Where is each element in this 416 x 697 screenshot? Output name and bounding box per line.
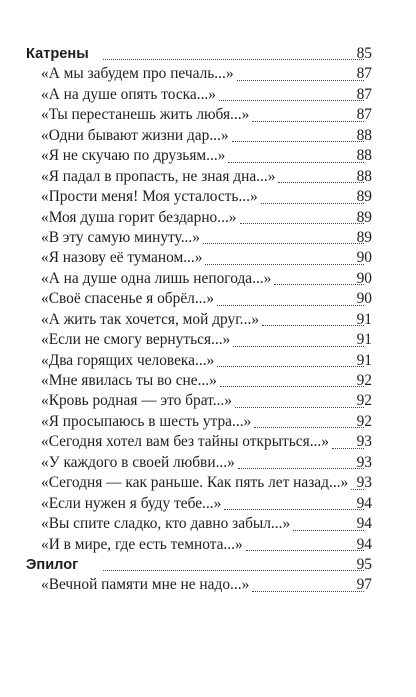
table-of-contents <box>0 44 416 596</box>
page-number: 94 <box>356 535 372 553</box>
poem-title: «Вы спите сладко, кто давно забыл...» <box>41 515 291 533</box>
page-number: 94 <box>356 494 372 512</box>
dot-leader <box>103 569 364 571</box>
poem-title: «Два горящих человека...» <box>41 351 215 369</box>
poem-title: «Если нужен я буду тебе...» <box>41 494 222 512</box>
page-number: 89 <box>356 208 372 226</box>
toc-poem-entry <box>0 432 416 452</box>
page-number: 95 <box>356 555 372 573</box>
page-number: 92 <box>356 372 372 389</box>
dot-leader <box>103 58 364 60</box>
toc-poem-entry <box>0 453 416 473</box>
section-title: Катрены <box>26 46 89 62</box>
page-number: 85 <box>356 45 372 62</box>
toc-poem-entry <box>0 535 416 555</box>
page-number: 90 <box>356 290 372 308</box>
toc-poem-entry <box>0 473 416 493</box>
page-number: 93 <box>356 433 372 451</box>
page-number: 92 <box>356 412 372 430</box>
toc-poem-entry <box>0 412 416 432</box>
poem-title: «Сегодня — как раньше. Как пять лет назад...» <box>41 474 349 492</box>
toc-poem-entry <box>0 105 416 125</box>
toc-poem-entry <box>0 310 416 330</box>
toc-poem-entry <box>0 228 416 248</box>
poem-title: «Моя душа горит бездарно...» <box>41 208 237 226</box>
poem-title: «Ты перестанешь жить любя...» <box>41 106 250 124</box>
page-number: 87 <box>356 65 372 83</box>
poem-title: «У каждого в своей любви...» <box>41 453 235 471</box>
section-title: Эпилог <box>26 556 79 573</box>
toc-poem-entry <box>0 391 416 411</box>
poem-title: «Одни бывают жизни дар...» <box>41 126 229 144</box>
poem-title: «Кровь родная — это брат...» <box>41 392 232 410</box>
poem-title: «Мне явилась ты во сне...» <box>41 372 217 389</box>
poem-title: «Вечной памяти мне не надо...» <box>41 576 250 594</box>
toc-poem-entry <box>0 371 416 391</box>
page-number: 93 <box>356 453 372 471</box>
toc-poem-entry <box>0 269 416 289</box>
page-number: 91 <box>356 331 372 349</box>
page-number: 89 <box>356 228 372 246</box>
toc-poem-entry <box>0 289 416 309</box>
toc-poem-entry <box>0 514 416 534</box>
page-number: 89 <box>356 188 372 206</box>
poem-title: «А мы забудем про печаль...» <box>41 65 234 83</box>
page-number: 87 <box>356 106 372 124</box>
toc-poem-entry <box>0 208 416 228</box>
toc-poem-entry <box>0 494 416 514</box>
page-number: 93 <box>356 474 372 492</box>
page-number: 88 <box>356 167 372 185</box>
poem-title: «Сегодня хотел вам без тайны открыться...» <box>41 433 329 451</box>
poem-title: «Я падал в пропасть, не зная дна...» <box>41 167 276 185</box>
toc-poem-entry <box>0 575 416 595</box>
page-number: 87 <box>356 85 372 103</box>
toc-poem-entry <box>0 167 416 187</box>
poem-title: «А на душе одна лишь непогода...» <box>41 269 272 287</box>
page-number: 94 <box>356 515 372 533</box>
page-number: 90 <box>356 249 372 267</box>
page-number: 92 <box>356 392 372 410</box>
poem-title: «Я не скучаю по друзьям...» <box>41 147 226 165</box>
page-number: 90 <box>356 269 372 287</box>
page-number: 91 <box>356 310 372 328</box>
poem-title: «В эту самую минуту...» <box>41 228 200 246</box>
poem-title: «Я просыпаюсь в шесть утра...» <box>41 412 252 430</box>
toc-poem-entry <box>0 126 416 146</box>
poem-title: «А на душе опять тоска...» <box>41 85 216 103</box>
page-number: 88 <box>356 147 372 165</box>
toc-section-entry <box>0 44 416 64</box>
toc-poem-entry <box>0 85 416 105</box>
poem-title: «Прости меня! Моя усталость...» <box>41 188 258 206</box>
poem-title: «И в мире, где есть темнота...» <box>41 535 243 553</box>
poem-title: «Я назову её туманом...» <box>41 249 203 267</box>
toc-poem-entry <box>0 64 416 84</box>
page-number: 91 <box>356 351 372 369</box>
toc-section-entry <box>0 555 416 575</box>
page-number: 88 <box>356 126 372 144</box>
toc-poem-entry <box>0 330 416 350</box>
poem-title: «А жить так хочется, мой друг...» <box>41 310 260 328</box>
page-number: 97 <box>356 576 372 594</box>
poem-title: «Своё спасенье я обрёл...» <box>41 290 215 308</box>
toc-poem-entry <box>0 187 416 207</box>
toc-poem-entry <box>0 248 416 268</box>
poem-title: «Если не смогу вернуться...» <box>41 331 231 349</box>
toc-poem-entry <box>0 146 416 166</box>
toc-poem-entry <box>0 351 416 371</box>
